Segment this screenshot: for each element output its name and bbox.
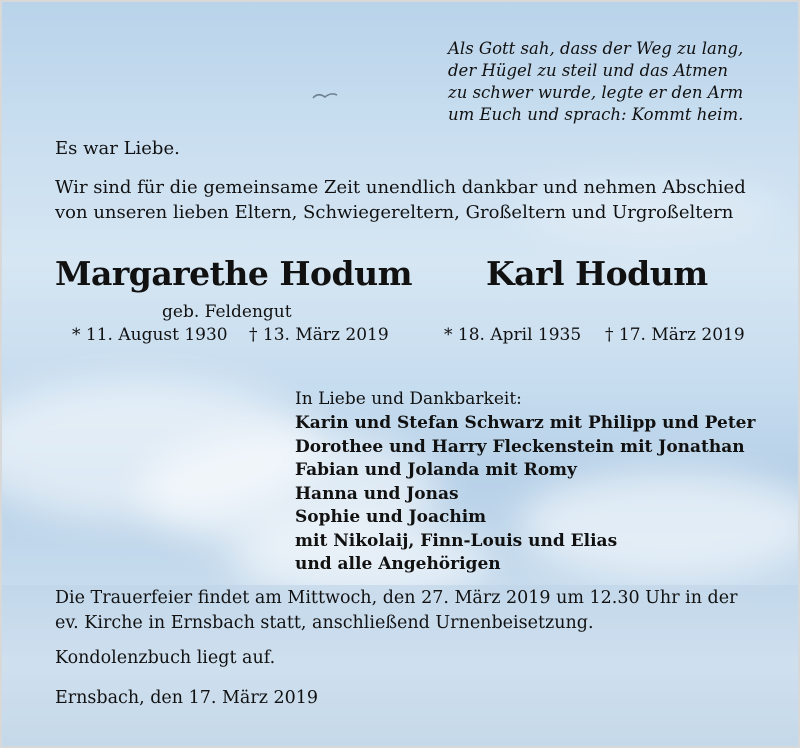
mourner-line: mit Nikolaij, Finn-Louis und Elias <box>295 530 618 551</box>
maiden-name: geb. Feldengut <box>162 302 292 322</box>
mourner-line: und alle Angehörigen <box>295 554 501 574</box>
funeral-line: ev. Kirche in Ernsbach statt, anschließend Urnenbeisetzung. <box>55 613 594 633</box>
place-and-date: Ernsbach, den 17. März 2019 <box>55 688 319 708</box>
intro-line: Es war Liebe. <box>55 138 180 159</box>
intro-line: Wir sind für die gemeinsame Zeit unendlich dankbar und nehmen Abschied <box>55 177 746 198</box>
mourner-line: Sophie und Joachim <box>295 507 487 527</box>
mourners-heading: In Liebe und Dankbarkeit: <box>295 389 522 409</box>
mourner-line: Hanna und Jonas <box>295 483 459 504</box>
seagull-icon <box>312 92 338 100</box>
intro-line: von unseren lieben Eltern, Schwiegereltern, Großeltern und Urgroßeltern <box>55 202 734 223</box>
birth-date-2: * 18. April 1935 <box>444 325 582 345</box>
mourner-line: Dorothee und Harry Fleckenstein mit Jonathan <box>295 436 745 457</box>
funeral-info <box>55 586 737 636</box>
poem <box>448 38 748 126</box>
funeral-line: Die Trauerfeier findet am Mittwoch, den 27. März 2019 um 12.30 Uhr in der <box>55 588 738 608</box>
condolence-note: Kondolenzbuch liegt auf. <box>55 648 276 668</box>
deceased-name-1: Margarethe Hodum <box>55 254 413 293</box>
mourners-list <box>295 412 755 577</box>
deceased-name-2: Karl Hodum <box>486 254 708 293</box>
intro-text <box>55 175 746 225</box>
death-date-1: † 13. März 2019 <box>249 325 389 345</box>
mourner-line: Fabian und Jolanda mit Romy <box>295 460 577 480</box>
poem-line: der Hügel zu steil und das Atmen <box>448 61 729 80</box>
death-date-2: † 17. März 2019 <box>605 325 745 345</box>
poem-line: um Euch und sprach: Kommt heim. <box>448 105 744 124</box>
poem-line: zu schwer wurde, legte er den Arm <box>448 83 744 102</box>
poem-line: Als Gott sah, dass der Weg zu lang, <box>448 39 744 58</box>
mourner-line: Karin und Stefan Schwarz mit Philipp und Peter <box>295 413 756 433</box>
birth-date-1: * 11. August 1930 <box>72 325 228 345</box>
